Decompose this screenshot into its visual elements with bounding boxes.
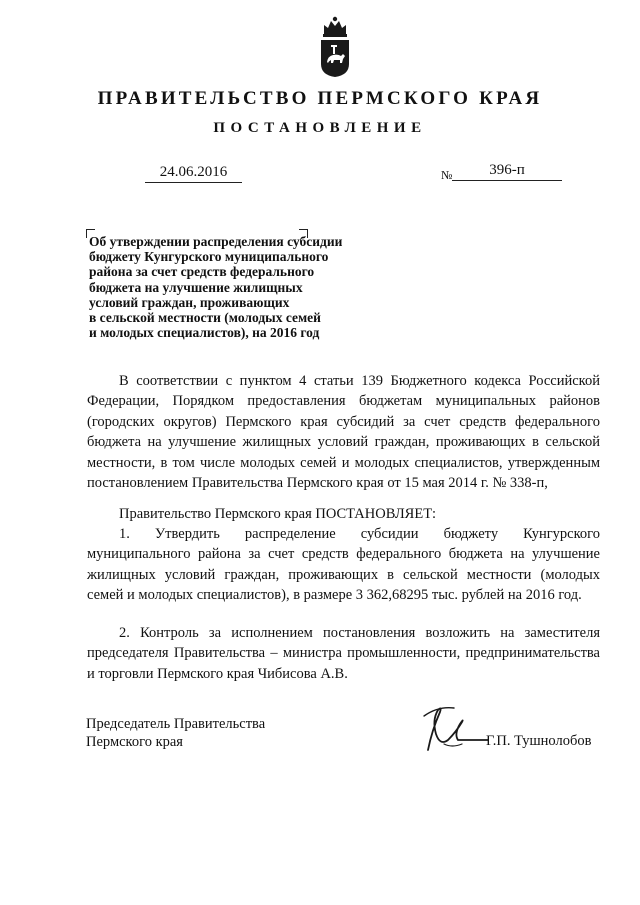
title-line: условий граждан, проживающих — [89, 294, 290, 310]
title-line: и молодых специалистов), на 2016 год — [89, 325, 320, 341]
document-title — [89, 234, 389, 340]
number-sign: № — [441, 168, 453, 182]
government-name: ПРАВИТЕЛЬСТВО ПЕРМСКОГО КРАЯ — [97, 88, 543, 109]
resolves-paragraph: Правительство Пермского края ПОСТАНОВЛЯЕТ: — [119, 506, 437, 522]
signatory-position-line: Председатель Правительства — [86, 716, 266, 732]
title-line: бюджету Кунгурского муниципального — [89, 249, 329, 265]
document-number: 396-п — [452, 162, 562, 181]
item-2-paragraph: 2. Контроль за исполнением постановления возложить на заместителя председателя Правительства – министра промышленности, предпринимательства и торговли Пермского края Чибисова А.В. — [87, 625, 600, 682]
document-type: ПОСТАНОВЛЕНИЕ — [213, 120, 427, 136]
item-1-paragraph: 1. Утвердить распределение субсидии бюджету Кунгурского муниципального района за счет средств федерального бюджета на улучшение жилищных условий граждан, проживающих в сельской местности (молодых семей и молодых специалистов), в размере 3 362,68295 тыс. рублей на 2016 год. — [87, 526, 600, 604]
signatory-position — [86, 716, 265, 751]
title-line: района за счет средств федерального — [89, 264, 315, 280]
title-line: в сельской местности (молодых семей — [89, 310, 321, 326]
title-line: бюджета на улучшение жилищных — [89, 279, 303, 295]
signatory-name: Г.П. Тушнолобов — [486, 733, 592, 749]
coat-of-arms-icon — [318, 14, 352, 78]
signatory-position-line: Пермского края — [86, 733, 183, 750]
document-date: 24.06.2016 — [145, 164, 242, 183]
title-line: Об утверждении распределения субсидии — [89, 234, 343, 249]
preamble-paragraph: В соответствии с пунктом 4 статьи 139 Бюджетного кодекса Российской Федерации, Порядком предоставления бюджетам муниципальных районов (городских округов) Пермского края субсидий за счет средств федерального бюджета на улучшение жилищных условий граждан, проживающих в сельской местности, в том числе молодых семей и молодых специалистов, утвержденным постановлением Правительства Пермского края от 15 мая 2014 г. № 338-п, — [87, 373, 600, 492]
